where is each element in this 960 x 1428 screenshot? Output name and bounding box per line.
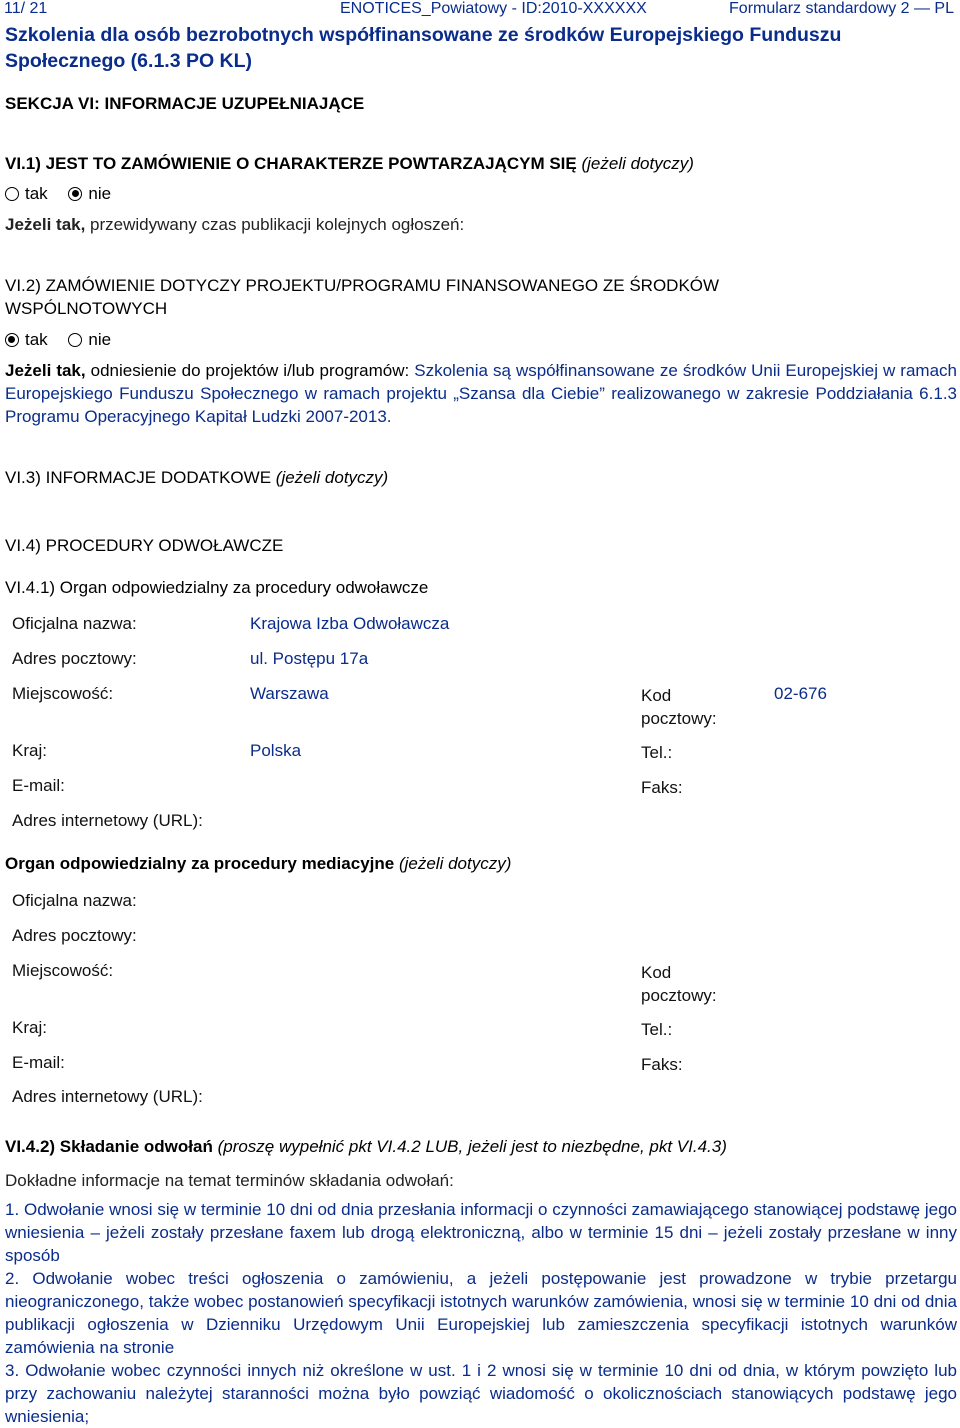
- document-id: ENOTICES_Powiatowy - ID:2010-XXXXXX: [340, 0, 647, 17]
- vi2-heading-line1: VI.2) ZAMÓWIENIE DOTYCZY PROJEKTU/PROGRAMU FINANSOWANEGO ZE ŚRODKÓW: [5, 276, 720, 295]
- vi4-heading: VI.4) PROCEDURY ODWOŁAWCZE: [5, 536, 284, 555]
- page-number: 11/ 21: [4, 0, 48, 17]
- mediation-label-postal-line2: pocztowy:: [641, 986, 717, 1005]
- vi1-option-no[interactable]: [68, 184, 111, 204]
- value-postal-code: 02-676: [774, 684, 827, 703]
- mediation-label-city: Miejscowość:: [12, 961, 114, 980]
- vi2-reference-bold: Jeżeli tak,: [5, 361, 86, 380]
- mediation-label-official-name: Oficjalna nazwa:: [12, 891, 137, 910]
- vi42-heading: [5, 1135, 727, 1158]
- vi1-option-no-label: nie: [88, 184, 112, 203]
- label-city: Miejscowość:: [12, 684, 114, 703]
- vi1-followup: [5, 213, 464, 236]
- mediation-label-country: Kraj:: [12, 1018, 47, 1037]
- vi2-option-no-label: nie: [88, 330, 112, 349]
- vi1-followup-text: przewidywany czas publikacji kolejnych ogłoszeń:: [85, 215, 465, 234]
- vi1-option-yes-label: tak: [25, 184, 48, 203]
- label-url: Adres internetowy (URL):: [12, 811, 203, 830]
- label-fax: Faks:: [641, 778, 683, 797]
- label-address: Adres pocztowy:: [12, 649, 137, 668]
- vi2-reference-label: odniesienie do projektów i/lub programów:: [85, 361, 415, 380]
- vi42-note: (proszę wypełnić pkt VI.4.2 LUB, jeżeli jest to niezbędne, pkt VI.4.3): [217, 1137, 727, 1156]
- vi2-reference: [5, 359, 957, 428]
- radio-empty-icon: [68, 333, 82, 347]
- radio-empty-icon: [5, 187, 19, 201]
- appeal-details-label: Dokładne informacje na temat terminów składania odwołań:: [5, 1171, 454, 1190]
- list-item: 3. Odwołanie wobec czynności innych niż określone w ust. 1 i 2 wnosi się w terminie 10 dni od dnia, w którym powzięto lub przy zachowaniu należytej staranności można było powziąć wiadomość o okolicznościach stanowiących podstawę jego wniesienia;: [5, 1361, 957, 1426]
- mediation-label-postal-line1: Kod: [641, 963, 672, 982]
- label-country: Kraj:: [12, 741, 47, 760]
- mediation-label-tel: Tel.:: [641, 1020, 673, 1039]
- mediation-note: (jeżeli dotyczy): [398, 854, 512, 873]
- value-city: Warszawa: [250, 684, 329, 703]
- vi1-option-yes[interactable]: [5, 184, 48, 204]
- list-item: 1. Odwołanie wnosi się w terminie 10 dni od dnia przesłania informacji o czynności zamawiającego stanowiącej podstawę jego wniesienia – jeżeli zostały przesłane faxem lub drogą elektroniczną, albo w terminie 15 dni – jeżeli zostały przesłane w inny sposób: [5, 1200, 957, 1265]
- list-item: 2. Odwołanie wobec treści ogłoszenia o zamówieniu, a jeżeli postępowanie jest prowadzone w trybie przetargu nieograniczonego, także wobec postanowień specyfikacji istotnych warunków zamówienia, wnosi się w terminie 10 dni od dnia publikacji ogłoszenia w Dzienniku Urzędowym Unii Europejskiej lub zamieszczenia specyfikacji istotnych warunków zamówienia na stronie: [5, 1269, 957, 1357]
- appeal-deadlines-list: [5, 1198, 957, 1428]
- form-name: Formularz standardowy 2 — PL: [729, 0, 954, 17]
- vi2-option-yes[interactable]: [5, 330, 48, 350]
- value-address: ul. Postępu 17a: [250, 649, 369, 668]
- vi1-note: (jeżeli dotyczy): [581, 154, 694, 173]
- vi42-heading-text: VI.4.2) Składanie odwołań: [5, 1137, 213, 1156]
- vi3-note: (jeżeli dotyczy): [275, 468, 389, 487]
- mediation-label-fax: Faks:: [641, 1055, 683, 1074]
- vi41-heading: VI.4.1) Organ odpowiedzialny za procedury odwoławcze: [5, 578, 429, 597]
- label-official-name: Oficjalna nazwa:: [12, 614, 137, 633]
- value-country: Polska: [250, 741, 302, 760]
- mediation-heading-text: Organ odpowiedzialny za procedury mediacyjne: [5, 854, 395, 873]
- label-postal-code: [641, 684, 717, 730]
- mediation-label-address: Adres pocztowy:: [12, 926, 137, 945]
- vi1-heading: [5, 152, 694, 175]
- value-official-name: Krajowa Izba Odwoławcza: [250, 614, 450, 633]
- label-postal-code-line2: pocztowy:: [641, 709, 717, 728]
- vi2-reference-value: Szkolenia są współfinansowane ze środków Unii Europejskiej w ramach Europejskiego Funduszu Społecznego w ramach projektu „Szansa dla Ciebie” realizowanego w zakresie Poddziałania 6.1.3 Programu Operacyjnego Kapitał Ludzki 2007-2013.: [5, 361, 957, 426]
- page-header: [0, 0, 960, 20]
- vi3-heading-text: VI.3) INFORMACJE DODATKOWE: [5, 468, 272, 487]
- label-postal-code-line1: Kod: [641, 686, 672, 705]
- label-tel: Tel.:: [641, 743, 673, 762]
- label-email: E-mail:: [12, 776, 65, 795]
- vi2-options: [5, 330, 127, 352]
- vi3-heading: [5, 466, 388, 489]
- vi2-option-no[interactable]: [68, 330, 111, 350]
- mediation-label-url: Adres internetowy (URL):: [12, 1087, 203, 1106]
- radio-selected-icon: [68, 187, 82, 201]
- vi1-options: [5, 184, 127, 206]
- notice-title: Szkolenia dla osób bezrobotnych współfinansowane ze środków Europejskiego Funduszu Społecznego (6.1.3 PO KL): [5, 24, 842, 72]
- vi1-heading-text: VI.1) JEST TO ZAMÓWIENIE O CHARAKTERZE POWTARZAJĄCYM SIĘ: [5, 154, 577, 173]
- section-heading: SEKCJA VI: INFORMACJE UZUPEŁNIAJĄCE: [5, 94, 365, 113]
- mediation-label-postal-code: [641, 961, 717, 1007]
- radio-selected-icon: [5, 333, 19, 347]
- vi2-heading-line2: WSPÓLNOTOWYCH: [5, 299, 168, 318]
- vi2-option-yes-label: tak: [25, 330, 48, 349]
- vi1-followup-bold: Jeżeli tak,: [5, 215, 86, 234]
- mediation-label-email: E-mail:: [12, 1053, 65, 1072]
- mediation-heading: [5, 852, 511, 875]
